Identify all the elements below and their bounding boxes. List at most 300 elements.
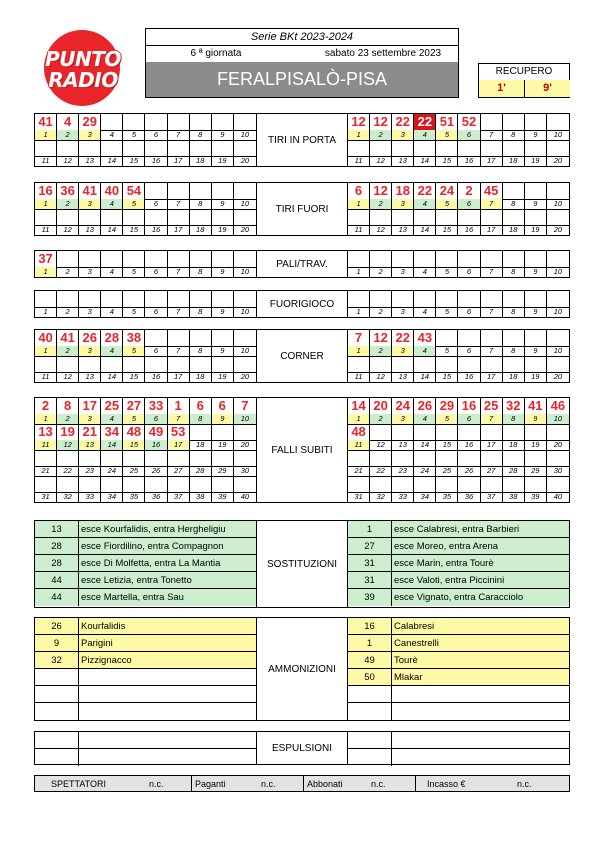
away-team-values — [348, 398, 569, 502]
slot-number-cell: 5 — [123, 346, 145, 356]
slot-number-cell: 3 — [392, 199, 414, 209]
event-minute-cell — [234, 251, 256, 267]
event-minute-cell — [503, 114, 525, 130]
event-minute-cell: 18 — [392, 183, 414, 199]
event-minute-cell: 40 — [101, 183, 123, 199]
event-minute-cell: 20 — [370, 398, 392, 414]
event-minute-cell — [481, 209, 503, 225]
event-minute-cell — [234, 330, 256, 346]
fouls-suffered-block — [34, 397, 570, 503]
event-minute-cell — [370, 140, 392, 156]
event-minute-cell — [547, 291, 569, 307]
slot-number-cell: 31 — [348, 492, 370, 502]
slot-number-cell: 2 — [57, 267, 79, 277]
slot-number-cell: 2 — [370, 307, 392, 317]
event-minute-cell — [57, 140, 79, 156]
slot-number-cell: 10 — [234, 414, 256, 424]
event-text: esce Marin, entra Tourè — [394, 558, 494, 569]
event-minute-cell: 26 — [414, 398, 436, 414]
substitutions-table — [34, 520, 570, 608]
slot-number-cell: 2 — [57, 414, 79, 424]
slot-number-cell: 11 — [348, 156, 370, 166]
slot-number-cell: 19 — [212, 372, 234, 382]
event-minute-cell: 12 — [370, 114, 392, 130]
event-minute-cell — [145, 251, 167, 267]
event-minute-cell — [547, 356, 569, 372]
event-minute-cell — [212, 330, 234, 346]
event-minute-cell — [436, 356, 458, 372]
slot-number-cell: 10 — [553, 130, 563, 139]
minute-cell: 1 — [348, 635, 392, 651]
slot-number-cell: 19 — [212, 225, 234, 235]
slot-number-cell: 14 — [101, 440, 123, 450]
slot-number-cell: 7 — [481, 346, 503, 356]
event-minute-cell: 22 — [392, 330, 414, 346]
event-minute-cell — [503, 476, 525, 492]
event-minute-cell — [145, 291, 167, 307]
away-team-values — [348, 114, 569, 166]
slot-number-cell: 1 — [35, 414, 57, 424]
event-minute-cell: 22 — [392, 114, 414, 130]
slot-number-cell: 27 — [168, 466, 190, 476]
list-item — [348, 635, 569, 652]
slot-number-cell: 13 — [392, 156, 414, 166]
event-minute-cell — [525, 330, 547, 346]
slot-number-cell: 16 — [458, 440, 480, 450]
paganti-value: n.c. — [261, 779, 276, 789]
slot-number-cell: 5 — [123, 267, 145, 277]
minute-cell — [348, 703, 392, 720]
round-label: 6 ª giornata — [190, 48, 242, 59]
event-minute-cell: 4 — [57, 114, 79, 130]
slot-number-cell: 10 — [240, 346, 250, 355]
slot-number-cell: 9 — [212, 267, 234, 277]
event-minute-cell — [436, 330, 458, 346]
slot-number-cell: 6 — [458, 414, 480, 424]
event-minute-cell — [525, 476, 547, 492]
home-team-values — [35, 251, 256, 277]
slot-number-cell: 6 — [145, 307, 167, 317]
event-text: esce Calabresi, entra Barbieri — [394, 524, 520, 535]
event-text — [79, 669, 81, 685]
minute-cell — [35, 732, 79, 748]
slot-number-cell: 1 — [35, 307, 57, 317]
event-minute-cell — [35, 476, 57, 492]
list-item — [35, 686, 256, 703]
event-minute-cell — [101, 450, 123, 466]
recupero-second-half: 9' — [525, 80, 570, 97]
event-minute-cell — [525, 251, 547, 267]
event-minute-cell — [101, 114, 123, 130]
slot-number-cell: 13 — [392, 440, 414, 450]
event-minute-cell — [123, 450, 145, 466]
event-minute-cell — [414, 450, 436, 466]
event-text: esce Di Molfetta, entra La Mantia — [81, 558, 221, 569]
slot-number-cell: 4 — [414, 307, 436, 317]
away-team-values — [348, 251, 569, 277]
event-minute-cell: 34 — [101, 424, 123, 440]
offsides-block — [34, 290, 570, 318]
event-minute-cell — [79, 450, 101, 466]
event-minute-cell — [525, 140, 547, 156]
slot-number-cell: 39 — [212, 492, 234, 502]
event-minute-cell: 32 — [503, 398, 525, 414]
event-minute-cell — [348, 450, 370, 466]
event-minute-cell — [370, 209, 392, 225]
minute-cell: 44 — [35, 589, 79, 606]
slot-number-cell: 5 — [123, 130, 145, 140]
event-text: Kourfalidis — [81, 621, 126, 632]
event-minute-cell: 36 — [57, 183, 79, 199]
slot-number-cell: 19 — [525, 372, 547, 382]
event-text — [392, 703, 394, 720]
slot-number-cell: 3 — [392, 130, 414, 140]
event-minute-cell — [57, 356, 79, 372]
event-text — [392, 686, 394, 702]
event-minute-cell — [414, 356, 436, 372]
event-minute-cell — [392, 424, 414, 440]
slot-number-cell: 35 — [436, 492, 458, 502]
slot-number-cell: 6 — [458, 346, 480, 356]
slot-number-cell: 19 — [212, 440, 234, 450]
slot-number-cell: 15 — [123, 440, 145, 450]
event-minute-cell — [414, 476, 436, 492]
slot-number-cell: 26 — [145, 466, 167, 476]
home-team-values — [35, 291, 256, 317]
event-minute-cell — [57, 251, 79, 267]
event-minute-cell — [123, 209, 145, 225]
list-item — [348, 521, 569, 538]
slot-number-cell: 3 — [79, 346, 101, 356]
event-minute-cell — [414, 140, 436, 156]
event-minute-cell: 12 — [348, 114, 370, 130]
event-minute-cell — [370, 356, 392, 372]
event-minute-cell: 41 — [57, 330, 79, 346]
series-title: Serie BKt 2023-2024 — [146, 29, 458, 46]
slot-number-cell: 18 — [190, 156, 212, 166]
slot-number-cell: 14 — [414, 156, 436, 166]
slot-number-cell: 7 — [168, 267, 190, 277]
slot-number-cell: 21 — [35, 466, 57, 476]
slot-number-cell: 5 — [436, 346, 458, 356]
home-team-values — [35, 398, 256, 502]
slot-number-cell: 10 — [240, 130, 250, 139]
list-item — [348, 652, 569, 669]
event-minute-cell — [101, 209, 123, 225]
event-minute-cell — [190, 450, 212, 466]
list-item — [348, 732, 569, 749]
event-minute-cell: 41 — [35, 114, 57, 130]
list-item — [35, 703, 256, 720]
slot-number-cell: 18 — [503, 440, 525, 450]
event-minute-cell — [234, 140, 256, 156]
slot-number-cell: 10 — [553, 199, 563, 208]
slot-number-cell: 5 — [436, 414, 458, 424]
slot-number-cell: 3 — [392, 267, 414, 277]
slot-number-cell: 10 — [547, 414, 569, 424]
slot-number-cell: 11 — [348, 440, 370, 450]
event-minute-cell — [145, 183, 167, 199]
event-minute-cell — [101, 140, 123, 156]
event-minute-cell — [234, 209, 256, 225]
slot-number-cell: 16 — [145, 440, 167, 450]
slot-number-cell: 40 — [553, 492, 563, 501]
minute-cell: 44 — [35, 572, 79, 588]
event-minute-cell — [458, 450, 480, 466]
event-minute-cell — [525, 291, 547, 307]
slot-number-cell: 8 — [503, 346, 525, 356]
event-minute-cell — [414, 424, 436, 440]
slot-number-cell: 6 — [458, 267, 480, 277]
slot-number-cell: 34 — [101, 492, 123, 502]
event-minute-cell — [212, 140, 234, 156]
minute-cell — [348, 732, 392, 748]
minute-cell: 1 — [348, 521, 392, 537]
event-minute-cell — [348, 356, 370, 372]
slot-number-cell: 8 — [190, 307, 212, 317]
event-minute-cell — [79, 140, 101, 156]
slot-number-cell: 4 — [414, 199, 436, 209]
slot-number-cell: 14 — [101, 225, 123, 235]
event-minute-cell — [168, 251, 190, 267]
event-minute-cell: 17 — [79, 398, 101, 414]
recupero-first-half: 1' — [479, 80, 525, 97]
event-minute-cell: 49 — [145, 424, 167, 440]
slot-number-cell: 10 — [240, 199, 250, 208]
slot-number-cell: 9 — [525, 267, 547, 277]
slot-number-cell: 2 — [57, 307, 79, 317]
list-item — [35, 749, 256, 766]
slot-number-cell: 20 — [553, 156, 563, 165]
slot-number-cell: 9 — [525, 307, 547, 317]
event-minute-cell — [190, 114, 212, 130]
slot-number-cell: 13 — [392, 372, 414, 382]
event-minute-cell — [458, 140, 480, 156]
slot-number-cell: 16 — [458, 225, 480, 235]
list-item — [348, 618, 569, 635]
slot-number-cell: 23 — [79, 466, 101, 476]
event-text — [392, 749, 394, 766]
slot-number-cell: 17 — [168, 372, 190, 382]
slot-number-cell: 37 — [481, 492, 503, 502]
event-text: Pizzignacco — [81, 655, 132, 666]
event-minute-cell: 6 — [348, 183, 370, 199]
slot-number-cell: 1 — [348, 307, 370, 317]
slot-number-cell: 25 — [123, 466, 145, 476]
slot-number-cell: 6 — [458, 199, 480, 209]
slot-number-cell: 36 — [145, 492, 167, 502]
stat-label: TIRI IN PORTA — [256, 114, 348, 166]
event-text: esce Letizia, entra Tonetto — [81, 575, 192, 586]
event-minute-cell: 8 — [57, 398, 79, 414]
minute-cell — [35, 749, 79, 766]
minute-cell: 26 — [35, 618, 79, 634]
sendoffs-table — [34, 731, 570, 765]
event-minute-cell: 52 — [458, 114, 480, 130]
slot-number-cell: 12 — [57, 225, 79, 235]
slot-number-cell: 8 — [503, 267, 525, 277]
match-header — [145, 28, 459, 98]
event-minute-cell: 2 — [458, 183, 480, 199]
event-minute-cell — [481, 330, 503, 346]
event-minute-cell — [525, 450, 547, 466]
event-text: Calabresi — [394, 621, 435, 632]
event-minute-cell — [234, 424, 256, 440]
slot-number-cell: 5 — [123, 199, 145, 209]
event-minute-cell — [79, 209, 101, 225]
event-minute-cell — [212, 476, 234, 492]
slot-number-cell: 13 — [79, 225, 101, 235]
slot-number-cell: 4 — [414, 130, 436, 140]
slot-number-cell: 5 — [436, 199, 458, 209]
slot-number-cell: 5 — [436, 307, 458, 317]
event-minute-cell: 46 — [550, 398, 566, 413]
event-minute-cell — [525, 183, 547, 199]
event-minute-cell — [168, 114, 190, 130]
slot-number-cell: 10 — [553, 267, 563, 276]
slot-number-cell: 6 — [458, 130, 480, 140]
event-minute-cell: 7 — [348, 330, 370, 346]
event-minute-cell — [190, 356, 212, 372]
event-minute-cell — [168, 450, 190, 466]
list-item — [35, 521, 256, 538]
home-team-values — [35, 114, 256, 166]
slot-number-cell: 1 — [348, 267, 370, 277]
event-minute-cell — [503, 209, 525, 225]
event-minute-cell — [212, 450, 234, 466]
slot-number-cell: 24 — [101, 466, 123, 476]
event-minute-cell: 40 — [35, 330, 57, 346]
slot-number-cell: 26 — [458, 466, 480, 476]
event-minute-cell — [79, 476, 101, 492]
minute-cell: 13 — [35, 521, 79, 537]
slot-number-cell: 14 — [414, 440, 436, 450]
slot-number-cell: 35 — [123, 492, 145, 502]
slot-number-cell: 7 — [168, 346, 190, 356]
event-text: esce Kourfalidis, entra Hergheligiu — [81, 524, 226, 535]
slot-number-cell: 15 — [123, 225, 145, 235]
event-minute-cell — [234, 450, 256, 466]
event-minute-cell — [481, 291, 503, 307]
event-minute-cell — [503, 424, 525, 440]
event-minute-cell — [503, 450, 525, 466]
attendance-footer — [34, 775, 570, 792]
event-minute-cell — [190, 330, 212, 346]
abbonati-value: n.c. — [371, 779, 386, 789]
event-minute-cell: 29 — [436, 398, 458, 414]
slot-number-cell: 11 — [35, 440, 57, 450]
slot-number-cell: 7 — [168, 130, 190, 140]
event-minute-cell — [458, 476, 480, 492]
event-minute-cell: 26 — [79, 330, 101, 346]
event-minute-cell — [547, 114, 569, 130]
event-minute-cell — [35, 140, 57, 156]
slot-number-cell: 33 — [79, 492, 101, 502]
slot-number-cell: 39 — [525, 492, 547, 502]
event-minute-cell — [190, 251, 212, 267]
event-minute-cell — [458, 424, 480, 440]
event-minute-cell: 21 — [79, 424, 101, 440]
event-minute-cell — [123, 476, 145, 492]
event-minute-cell — [145, 140, 167, 156]
event-minute-cell: 13 — [35, 424, 57, 440]
slot-number-cell: 37 — [168, 492, 190, 502]
event-text: esce Valoti, entra Piccinini — [394, 575, 505, 586]
event-minute-cell — [168, 476, 190, 492]
event-minute-cell — [123, 114, 145, 130]
event-minute-cell — [481, 251, 503, 267]
slot-number-cell: 5 — [436, 130, 458, 140]
minute-cell: 49 — [348, 652, 392, 668]
list-item — [35, 652, 256, 669]
slot-number-cell: 1 — [35, 199, 57, 209]
event-minute-cell — [481, 450, 503, 466]
abbonati-label: Abbonati — [307, 779, 343, 789]
list-item — [35, 635, 256, 652]
slot-number-cell: 4 — [101, 199, 123, 209]
slot-number-cell: 17 — [168, 225, 190, 235]
slot-number-cell: 4 — [414, 414, 436, 424]
list-item — [348, 669, 569, 686]
event-minute-cell — [503, 291, 525, 307]
event-minute-cell — [525, 114, 547, 130]
event-minute-cell — [370, 450, 392, 466]
event-minute-cell — [458, 291, 480, 307]
slot-number-cell: 9 — [212, 307, 234, 317]
event-minute-cell — [503, 356, 525, 372]
slot-number-cell: 16 — [145, 156, 167, 166]
slot-number-cell: 9 — [525, 199, 547, 209]
event-minute-cell — [212, 209, 234, 225]
event-minute-cell — [547, 450, 569, 466]
event-minute-cell — [35, 356, 57, 372]
spettatori-value: n.c. — [149, 779, 164, 789]
slot-number-cell: 15 — [436, 440, 458, 450]
minute-cell: 9 — [35, 635, 79, 651]
event-minute-cell — [145, 476, 167, 492]
slot-number-cell: 9 — [525, 130, 547, 140]
slot-number-cell: 15 — [123, 156, 145, 166]
slot-number-cell: 36 — [458, 492, 480, 502]
slot-number-cell: 4 — [101, 307, 123, 317]
slot-number-cell: 8 — [190, 199, 212, 209]
event-minute-cell: 19 — [57, 424, 79, 440]
event-minute-cell — [547, 330, 569, 346]
slot-number-cell: 2 — [370, 130, 392, 140]
slot-number-cell: 1 — [35, 130, 57, 140]
event-minute-cell — [392, 291, 414, 307]
match-title: FERALPISALÒ-PISA — [146, 62, 458, 97]
slot-number-cell: 13 — [79, 372, 101, 382]
event-minute-cell — [123, 291, 145, 307]
event-minute-cell — [212, 183, 234, 199]
slot-number-cell: 6 — [145, 130, 167, 140]
event-minute-cell: 14 — [348, 398, 370, 414]
list-item — [35, 538, 256, 555]
slot-number-cell: 12 — [57, 440, 79, 450]
event-minute-cell — [123, 251, 145, 267]
event-text: Parigini — [81, 638, 113, 649]
minute-cell: 39 — [348, 589, 392, 606]
list-item — [348, 703, 569, 720]
event-minute-cell — [458, 330, 480, 346]
list-item — [348, 686, 569, 703]
event-minute-cell — [436, 450, 458, 466]
event-minute-cell — [168, 330, 190, 346]
list-item — [348, 572, 569, 589]
slot-number-cell: 19 — [525, 440, 547, 450]
event-minute-cell — [101, 291, 123, 307]
